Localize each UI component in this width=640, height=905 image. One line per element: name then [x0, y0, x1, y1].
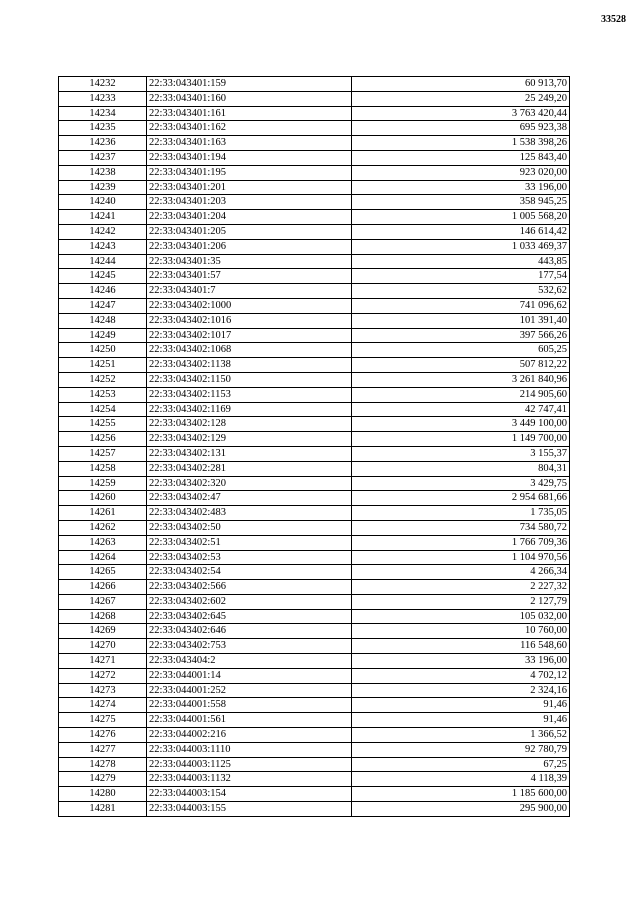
cadastral-number-cell: 22:33:043401:195	[147, 165, 352, 180]
table-row	[59, 165, 570, 180]
row-number-cell: 14232	[59, 77, 147, 92]
row-number-cell: 14281	[59, 802, 147, 817]
cadastral-number-cell: 22:33:044001:558	[147, 698, 352, 713]
cadastral-value-cell: 1 104 970,56	[352, 550, 570, 565]
table-row	[59, 683, 570, 698]
row-number-cell: 14255	[59, 417, 147, 432]
row-number-cell: 14275	[59, 713, 147, 728]
row-number-cell: 14240	[59, 195, 147, 210]
row-number-cell: 14277	[59, 742, 147, 757]
cadastral-value-cell: 214 905,60	[352, 387, 570, 402]
table-row	[59, 728, 570, 743]
row-number-cell: 14237	[59, 150, 147, 165]
table-row	[59, 668, 570, 683]
cadastral-value-cell: 67,25	[352, 757, 570, 772]
table-body	[59, 77, 570, 817]
cadastral-number-cell: 22:33:043401:159	[147, 77, 352, 92]
row-number-cell: 14235	[59, 121, 147, 136]
cadastral-value-cell: 532,62	[352, 284, 570, 299]
row-number-cell: 14249	[59, 328, 147, 343]
table-row	[59, 313, 570, 328]
table-row	[59, 91, 570, 106]
cadastral-value-cell: 3 261 840,96	[352, 372, 570, 387]
cadastral-number-cell: 22:33:043401:162	[147, 121, 352, 136]
cadastral-number-cell: 22:33:043404:2	[147, 654, 352, 669]
cadastral-value-cell: 1 735,05	[352, 506, 570, 521]
cadastral-number-cell: 22:33:043402:54	[147, 565, 352, 580]
row-number-cell: 14272	[59, 668, 147, 683]
table-row	[59, 461, 570, 476]
table-row	[59, 594, 570, 609]
row-number-cell: 14244	[59, 254, 147, 269]
cadastral-number-cell: 22:33:043402:1016	[147, 313, 352, 328]
row-number-cell: 14279	[59, 772, 147, 787]
table-row	[59, 136, 570, 151]
row-number-cell: 14257	[59, 446, 147, 461]
cadastral-value-cell: 116 548,60	[352, 639, 570, 654]
row-number-cell: 14252	[59, 372, 147, 387]
cadastral-number-cell: 22:33:044003:1110	[147, 742, 352, 757]
cadastral-value-table	[58, 76, 570, 817]
cadastral-value-cell: 397 566,26	[352, 328, 570, 343]
table-row	[59, 742, 570, 757]
cadastral-value-cell: 1 005 568,20	[352, 210, 570, 225]
table-row	[59, 491, 570, 506]
table-row	[59, 239, 570, 254]
cadastral-value-cell: 295 900,00	[352, 802, 570, 817]
cadastral-number-cell: 22:33:043402:1138	[147, 358, 352, 373]
cadastral-number-cell: 22:33:043401:35	[147, 254, 352, 269]
cadastral-value-cell: 25 249,20	[352, 91, 570, 106]
table-row	[59, 195, 570, 210]
row-number-cell: 14259	[59, 476, 147, 491]
cadastral-value-cell: 92 780,79	[352, 742, 570, 757]
row-number-cell: 14270	[59, 639, 147, 654]
cadastral-number-cell: 22:33:043402:51	[147, 535, 352, 550]
cadastral-value-cell: 2 954 681,66	[352, 491, 570, 506]
cadastral-number-cell: 22:33:043402:320	[147, 476, 352, 491]
table-row	[59, 520, 570, 535]
cadastral-number-cell: 22:33:043401:204	[147, 210, 352, 225]
table-row	[59, 121, 570, 136]
table-row	[59, 446, 570, 461]
cadastral-value-cell: 10 760,00	[352, 624, 570, 639]
cadastral-number-cell: 22:33:043402:1169	[147, 402, 352, 417]
row-number-cell: 14268	[59, 609, 147, 624]
row-number-cell: 14242	[59, 224, 147, 239]
row-number-cell: 14276	[59, 728, 147, 743]
table-row	[59, 269, 570, 284]
cadastral-value-cell: 804,31	[352, 461, 570, 476]
cadastral-value-cell: 4 702,12	[352, 668, 570, 683]
row-number-cell: 14260	[59, 491, 147, 506]
cadastral-number-cell: 22:33:043402:131	[147, 446, 352, 461]
cadastral-number-cell: 22:33:044003:1125	[147, 757, 352, 772]
cadastral-number-cell: 22:33:043401:203	[147, 195, 352, 210]
cadastral-value-cell: 3 763 420,44	[352, 106, 570, 121]
page-number: 33528	[601, 14, 626, 25]
table-row	[59, 358, 570, 373]
cadastral-value-cell: 923 020,00	[352, 165, 570, 180]
cadastral-value-cell: 146 614,42	[352, 224, 570, 239]
row-number-cell: 14261	[59, 506, 147, 521]
table-row	[59, 535, 570, 550]
row-number-cell: 14234	[59, 106, 147, 121]
table-row	[59, 624, 570, 639]
table-row	[59, 772, 570, 787]
row-number-cell: 14254	[59, 402, 147, 417]
row-number-cell: 14264	[59, 550, 147, 565]
cadastral-value-cell: 42 747,41	[352, 402, 570, 417]
row-number-cell: 14278	[59, 757, 147, 772]
cadastral-number-cell: 22:33:043401:161	[147, 106, 352, 121]
table-row	[59, 224, 570, 239]
table-row	[59, 713, 570, 728]
table-row	[59, 432, 570, 447]
cadastral-number-cell: 22:33:043401:206	[147, 239, 352, 254]
row-number-cell: 14238	[59, 165, 147, 180]
table-row	[59, 254, 570, 269]
cadastral-value-cell: 60 913,70	[352, 77, 570, 92]
row-number-cell: 14250	[59, 343, 147, 358]
row-number-cell: 14245	[59, 269, 147, 284]
row-number-cell: 14241	[59, 210, 147, 225]
cadastral-number-cell: 22:33:043402:1150	[147, 372, 352, 387]
cadastral-value-cell: 443,85	[352, 254, 570, 269]
table-row	[59, 77, 570, 92]
cadastral-number-cell: 22:33:043401:205	[147, 224, 352, 239]
table-row	[59, 106, 570, 121]
row-number-cell: 14248	[59, 313, 147, 328]
cadastral-value-cell: 177,54	[352, 269, 570, 284]
cadastral-value-cell: 4 118,39	[352, 772, 570, 787]
cadastral-value-cell: 605,25	[352, 343, 570, 358]
cadastral-number-cell: 22:33:043402:753	[147, 639, 352, 654]
table-row	[59, 609, 570, 624]
cadastral-value-cell: 2 324,16	[352, 683, 570, 698]
row-number-cell: 14247	[59, 298, 147, 313]
cadastral-value-cell: 101 391,40	[352, 313, 570, 328]
row-number-cell: 14258	[59, 461, 147, 476]
cadastral-number-cell: 22:33:043402:53	[147, 550, 352, 565]
cadastral-number-cell: 22:33:043401:57	[147, 269, 352, 284]
cadastral-number-cell: 22:33:043402:1000	[147, 298, 352, 313]
cadastral-number-cell: 22:33:043402:566	[147, 580, 352, 595]
row-number-cell: 14256	[59, 432, 147, 447]
cadastral-number-cell: 22:33:043402:281	[147, 461, 352, 476]
cadastral-number-cell: 22:33:044001:252	[147, 683, 352, 698]
row-number-cell: 14269	[59, 624, 147, 639]
table-row	[59, 387, 570, 402]
cadastral-value-cell: 1 149 700,00	[352, 432, 570, 447]
table-row	[59, 417, 570, 432]
table-row	[59, 580, 570, 595]
cadastral-value-cell: 3 429,75	[352, 476, 570, 491]
row-number-cell: 14243	[59, 239, 147, 254]
table-row	[59, 343, 570, 358]
table-row	[59, 506, 570, 521]
table-row	[59, 210, 570, 225]
cadastral-value-cell: 33 196,00	[352, 654, 570, 669]
row-number-cell: 14280	[59, 787, 147, 802]
cadastral-number-cell: 22:33:043402:1153	[147, 387, 352, 402]
table-row	[59, 565, 570, 580]
table-row	[59, 787, 570, 802]
row-number-cell: 14239	[59, 180, 147, 195]
cadastral-value-cell: 4 266,34	[352, 565, 570, 580]
cadastral-value-cell: 1 538 398,26	[352, 136, 570, 151]
table-row	[59, 372, 570, 387]
cadastral-number-cell: 22:33:043402:1017	[147, 328, 352, 343]
row-number-cell: 14262	[59, 520, 147, 535]
cadastral-value-cell: 695 923,38	[352, 121, 570, 136]
cadastral-number-cell: 22:33:043401:163	[147, 136, 352, 151]
cadastral-value-cell: 1 766 709,36	[352, 535, 570, 550]
cadastral-value-cell: 91,46	[352, 698, 570, 713]
cadastral-number-cell: 22:33:044003:154	[147, 787, 352, 802]
cadastral-value-cell: 1 366,52	[352, 728, 570, 743]
row-number-cell: 14271	[59, 654, 147, 669]
table-row	[59, 476, 570, 491]
cadastral-number-cell: 22:33:044002:216	[147, 728, 352, 743]
cadastral-value-cell: 1 033 469,37	[352, 239, 570, 254]
cadastral-value-cell: 741 096,62	[352, 298, 570, 313]
cadastral-value-cell: 358 945,25	[352, 195, 570, 210]
row-number-cell: 14263	[59, 535, 147, 550]
row-number-cell: 14233	[59, 91, 147, 106]
row-number-cell: 14273	[59, 683, 147, 698]
cadastral-number-cell: 22:33:043402:50	[147, 520, 352, 535]
row-number-cell: 14267	[59, 594, 147, 609]
cadastral-number-cell: 22:33:043402:128	[147, 417, 352, 432]
row-number-cell: 14246	[59, 284, 147, 299]
cadastral-value-cell: 105 032,00	[352, 609, 570, 624]
table-row	[59, 150, 570, 165]
cadastral-value-cell: 2 227,32	[352, 580, 570, 595]
cadastral-value-cell: 3 449 100,00	[352, 417, 570, 432]
cadastral-number-cell: 22:33:043402:1068	[147, 343, 352, 358]
cadastral-number-cell: 22:33:043402:646	[147, 624, 352, 639]
cadastral-number-cell: 22:33:044001:561	[147, 713, 352, 728]
table-row	[59, 402, 570, 417]
cadastral-number-cell: 22:33:043402:483	[147, 506, 352, 521]
table-row	[59, 550, 570, 565]
cadastral-number-cell: 22:33:043402:47	[147, 491, 352, 506]
cadastral-number-cell: 22:33:043401:160	[147, 91, 352, 106]
row-number-cell: 14253	[59, 387, 147, 402]
table-row	[59, 802, 570, 817]
table-row	[59, 698, 570, 713]
cadastral-number-cell: 22:33:043401:7	[147, 284, 352, 299]
row-number-cell: 14236	[59, 136, 147, 151]
cadastral-number-cell: 22:33:043402:645	[147, 609, 352, 624]
cadastral-number-cell: 22:33:043401:201	[147, 180, 352, 195]
cadastral-number-cell: 22:33:044001:14	[147, 668, 352, 683]
cadastral-value-cell: 91,46	[352, 713, 570, 728]
table-row	[59, 639, 570, 654]
row-number-cell: 14251	[59, 358, 147, 373]
cadastral-number-cell: 22:33:043402:129	[147, 432, 352, 447]
row-number-cell: 14265	[59, 565, 147, 580]
cadastral-number-cell: 22:33:044003:1132	[147, 772, 352, 787]
cadastral-number-cell: 22:33:043402:602	[147, 594, 352, 609]
cadastral-number-cell: 22:33:043401:194	[147, 150, 352, 165]
cadastral-number-cell: 22:33:044003:155	[147, 802, 352, 817]
cadastral-value-cell: 3 155,37	[352, 446, 570, 461]
row-number-cell: 14266	[59, 580, 147, 595]
cadastral-value-cell: 1 185 600,00	[352, 787, 570, 802]
cadastral-value-cell: 33 196,00	[352, 180, 570, 195]
table-row	[59, 757, 570, 772]
cadastral-value-cell: 2 127,79	[352, 594, 570, 609]
table-row	[59, 654, 570, 669]
cadastral-value-cell: 507 812,22	[352, 358, 570, 373]
table-row	[59, 328, 570, 343]
cadastral-value-cell: 125 843,40	[352, 150, 570, 165]
table-row	[59, 298, 570, 313]
table-row	[59, 180, 570, 195]
table-row	[59, 284, 570, 299]
cadastral-value-cell: 734 580,72	[352, 520, 570, 535]
row-number-cell: 14274	[59, 698, 147, 713]
